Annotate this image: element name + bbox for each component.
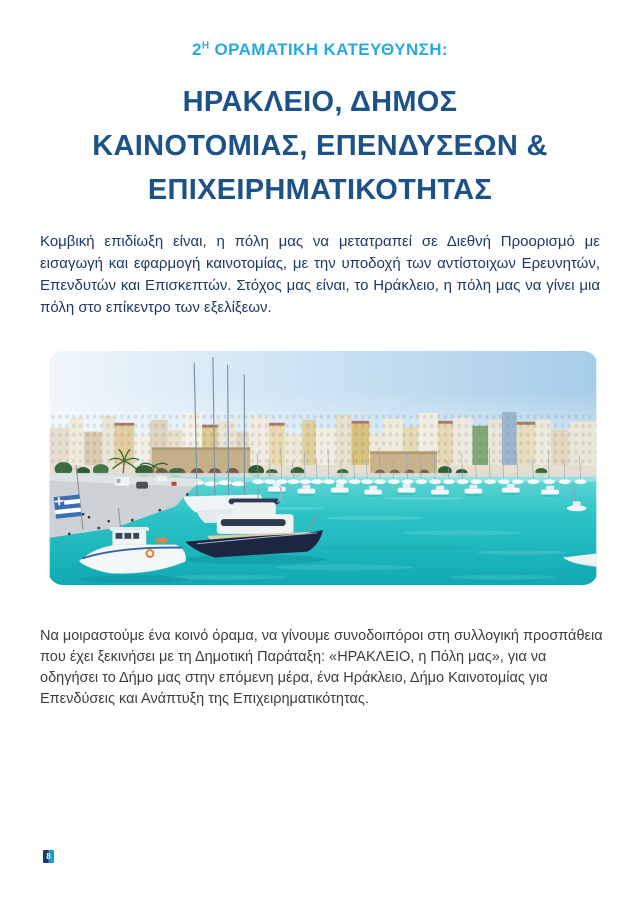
title-line-1: ΗΡΑΚΛΕΙΟ, ΔΗΜΟΣ — [182, 86, 458, 118]
intro-paragraph: Κομβική επιδίωξη είναι, η πόλη μας να μετατραπεί σε Διεθνή Προορισμό με εισαγωγή και εφαρμογή καινοτομίας, με την υποδοχή των αντίστοιχων Ερευνητών, Επενδυτών και Επισκεπτών. Στόχος μας είναι, το Ηράκλειο, η πόλη μας να γίνει μια πόλη στο επίκεντρο των εξελίξεων. — [40, 233, 600, 316]
kicker-label: ΟΡΑΜΑΤΙΚΗ ΚΑΤΕΥΘΥΝΣΗ: — [214, 40, 448, 59]
title-line-3: ΕΠΙΧΕΙΡΗΜΑΤΙΚΟΤΗΤΑΣ — [147, 174, 493, 206]
kicker-ordinal: Η — [201, 40, 210, 52]
title-line-2: ΚΑΙΝΟΤΟΜΙΑΣ, ΕΠΕΝΔΥΣΕΩΝ & — [92, 130, 548, 162]
page-number-badge — [43, 850, 54, 863]
harbor-photo-illustration — [48, 351, 598, 585]
section-kicker — [0, 40, 640, 60]
closing-paragraph: Να μοιραστούμε ένα κοινό όραμα, να γίνουμε συνοδοιπόροι στη συλλογική προσπάθεια που έχει ξεκινήσει με τη Δημοτική Παράταξη: «ΗΡΑΚΛΕΙΟ, η Πόλη μας», για να οδηγήσει το Δήμο μας στην επόμενη μέρα, ένα Ηράκλειο, Δήμο Καινοτομίας για Επενδύσεις και Ανάπτυξη της Επιχειρηματικότητας. — [40, 628, 603, 707]
page-number: 8 — [46, 852, 51, 861]
page-title — [0, 80, 640, 212]
harbor-photo — [48, 351, 598, 585]
kicker-number: 2 — [192, 40, 202, 59]
